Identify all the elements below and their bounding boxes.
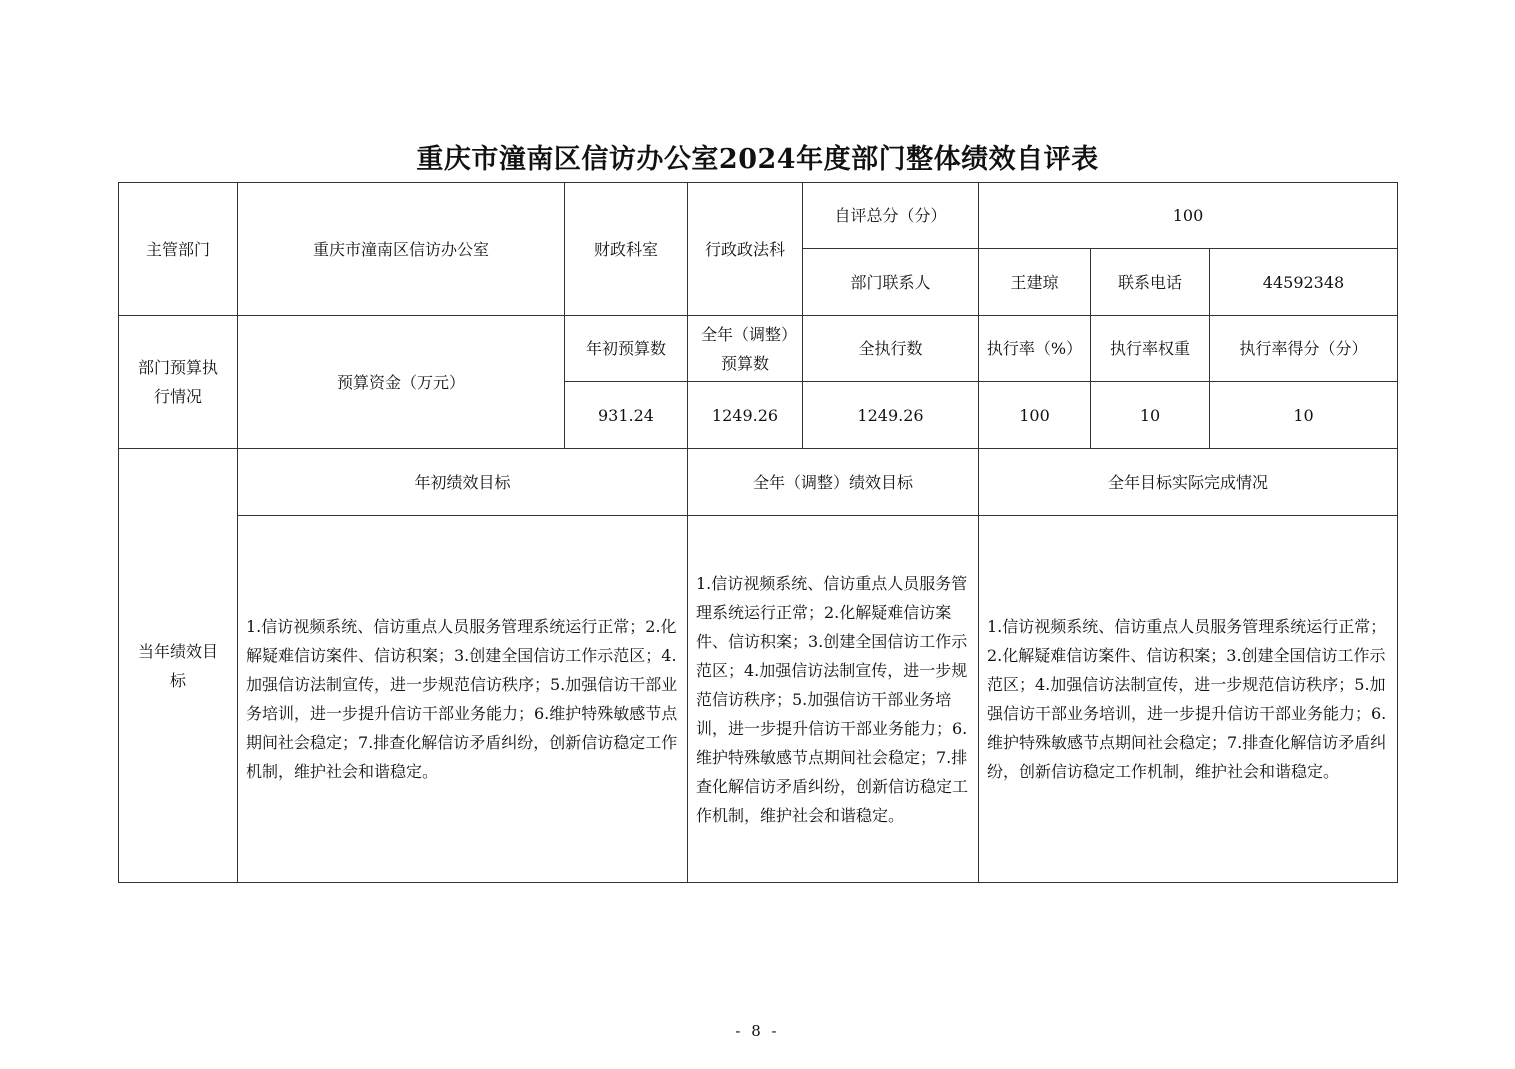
dept-value-cell: 重庆市潼南区信访办公室 xyxy=(238,183,565,316)
goals-actual-header: 全年目标实际完成情况 xyxy=(979,449,1398,516)
budget-value-executed: 1249.26 xyxy=(803,382,979,449)
goals-adjusted-text: 1.信访视频系统、信访重点人员服务管理系统运行正常；2.化解疑难信访案件、信访积案；3.创建全国信访工作示范区；4.加强信访法制宣传，进一步规范信访秩序；5.加强信访干部业务培训，进一步提升信访干部业务能力；6.维护特殊敏感节点期间社会稳定；7.排查化解信访矛盾纠纷，创新信访稳定工作机制，维护社会和谐稳定。 xyxy=(688,516,979,883)
budget-value-weight: 10 xyxy=(1091,382,1210,449)
page-title: 重庆市潼南区信访办公室2024年度部门整体绩效自评表 xyxy=(416,144,1099,175)
goals-initial-text: 1.信访视频系统、信访重点人员服务管理系统运行正常；2.化解疑难信访案件、信访积案；3.创建全国信访工作示范区；4.加强信访法制宣传，进一步规范信访秩序；5.加强信访干部业务培训，进一步提升信访干部业务能力；6.维护特殊敏感节点期间社会稳定；7.排查化解信访矛盾纠纷，创新信访稳定工作机制，维护社会和谐稳定。 xyxy=(238,516,688,883)
phone-label-cell: 联系电话 xyxy=(1091,249,1210,316)
budget-fund-label: 预算资金（万元） xyxy=(238,316,565,449)
budget-col-adjusted: 全年（调整）预算数 xyxy=(688,316,803,382)
score-label-cell: 自评总分（分） xyxy=(803,183,979,249)
goals-actual-text: 1.信访视频系统、信访重点人员服务管理系统运行正常；2.化解疑难信访案件、信访积案；3.创建全国信访工作示范区；4.加强信访法制宣传，进一步规范信访秩序；5.加强信访干部业务培训，进一步提升信访干部业务能力；6.维护特殊敏感节点期间社会稳定；7.排查化解信访矛盾纠纷，创新信访稳定工作机制，维护社会和谐稳定。 xyxy=(979,516,1398,883)
budget-col-rate: 执行率（%） xyxy=(979,316,1091,382)
score-value-cell: 100 xyxy=(979,183,1398,249)
budget-col-initial: 年初预算数 xyxy=(565,316,688,382)
budget-value-score: 10 xyxy=(1210,382,1398,449)
budget-col-weight: 执行率权重 xyxy=(1091,316,1210,382)
budget-value-rate: 100 xyxy=(979,382,1091,449)
goals-adjusted-header: 全年（调整）绩效目标 xyxy=(688,449,979,516)
performance-evaluation-table xyxy=(118,182,1398,883)
budget-section-label: 部门预算执行情况 xyxy=(119,316,238,449)
budget-value-adjusted: 1249.26 xyxy=(688,382,803,449)
budget-value-initial: 931.24 xyxy=(565,382,688,449)
page-number: - 8 - xyxy=(735,1022,780,1040)
finance-label-cell: 财政科室 xyxy=(565,183,688,316)
goals-section-label: 当年绩效目标 xyxy=(119,449,238,883)
contact-label-cell: 部门联系人 xyxy=(803,249,979,316)
budget-col-score: 执行率得分（分） xyxy=(1210,316,1398,382)
phone-value-cell: 44592348 xyxy=(1210,249,1398,316)
goals-initial-header: 年初绩效目标 xyxy=(238,449,688,516)
finance-value-cell: 行政政法科 xyxy=(688,183,803,316)
contact-value-cell: 王建琼 xyxy=(979,249,1091,316)
dept-label-cell: 主管部门 xyxy=(119,183,238,316)
budget-col-executed: 全执行数 xyxy=(803,316,979,382)
